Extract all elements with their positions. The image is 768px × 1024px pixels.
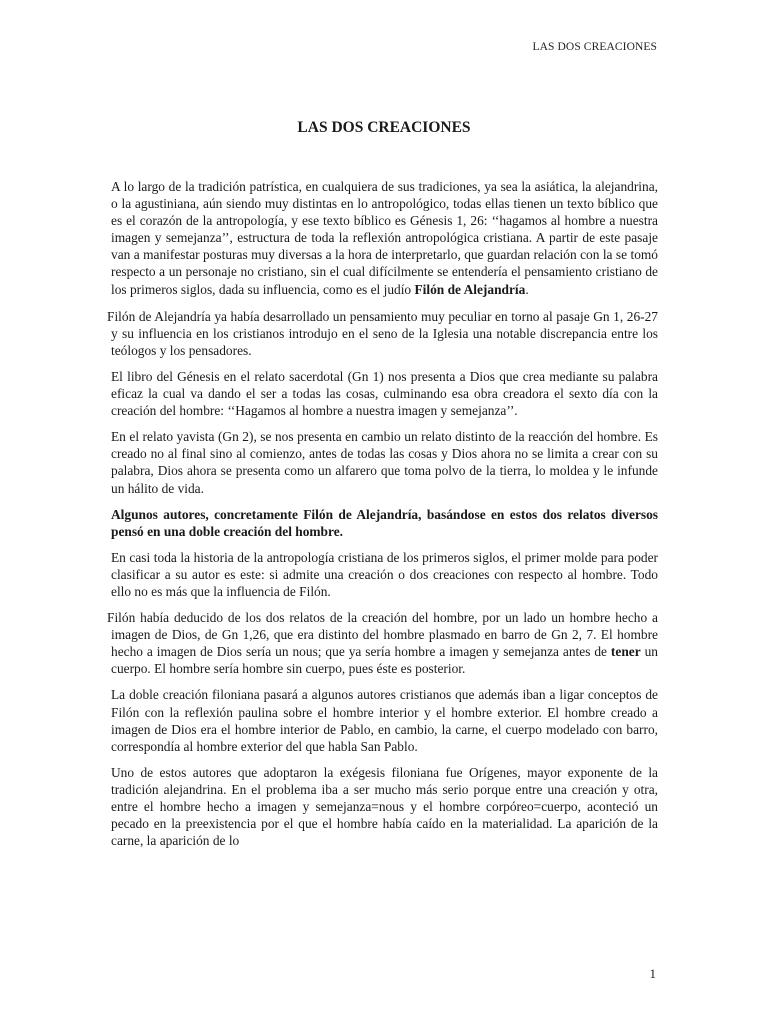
paragraph-1 (111, 178, 658, 298)
paragraph-4: En el relato yavista (Gn 2), se nos presenta en cambio un relato distinto de la reacción del hombre. Es creado no al final sino al comienzo, antes de todas las cosas y Dios ahora no se limita a crear con su palabra, Dios ahora se presenta como un alfarero que toma polvo de la tierra, lo moldea y le infunde un hálito de vida. (111, 429, 658, 496)
paragraph-7-text-b: un cuerpo. El hombre sería hombre sin cuerpo, pues éste es posterior. (111, 644, 658, 677)
paragraph-7 (107, 609, 658, 677)
paragraph-7-bold: tener (610, 644, 641, 660)
paragraph-1-end: . (525, 281, 529, 297)
paragraph-7-text-a: Filón había deducido de los dos relatos de la creación del hombre, por un lado un hombre hecho a imagen de Dios, de Gn 1,26, que era distinto del hombre plasmado en barro de Gn 2, 7. El hombre hecho a imagen de Dios sería un nous; que ya sería hombre a imagen y semejanza antes de (107, 610, 658, 660)
paragraph-5: Algunos autores, concretamente Filón de Alejandría, basándose en estos dos relatos diversos pensó en una doble creación del hombre. (111, 506, 658, 539)
document-title: LAS DOS CREACIONES (297, 119, 471, 136)
running-header: LAS DOS CREACIONES (532, 41, 657, 53)
paragraph-1-bold: Filón de Alejandría (414, 281, 526, 297)
document-body (107, 178, 658, 858)
paragraph-6: En casi toda la historia de la antropología cristiana de los primeros siglos, el primer molde para poder clasificar a su autor es este: si admite una creación o dos creaciones con respecto al hombre. Todo ello no es más que la influencia de Filón. (111, 549, 658, 599)
page-number: 1 (649, 966, 656, 981)
paragraph-2: Filón de Alejandría ya había desarrollado un pensamiento muy peculiar en torno al pasaje Gn 1, 26-27 y su influencia en los cristianos introdujo en el seno de la Iglesia una notable discrepancia entre los teólogos y los pensadores. (107, 308, 658, 358)
paragraph-8: La doble creación filoniana pasará a algunos autores cristianos que además iban a ligar conceptos de Filón con la reflexión paulina sobre el hombre interior y el hombre exterior. El hombre creado a imagen de Dios era el hombre interior de Pablo, en cambio, la carne, el cuerpo modelado con barro, correspondía al hombre exterior del que habla San Pablo. (111, 687, 658, 754)
paragraph-3: El libro del Génesis en el relato sacerdotal (Gn 1) nos presenta a Dios que crea mediante su palabra eficaz la cual va dando el ser a todas las cosas, culminando esa obra creadora el sexto día con la creación del hombre: ‘‘Hagamos al hombre a nuestra imagen y semejanza’’. (111, 368, 658, 419)
paragraph-1-text: A lo largo de la tradición patrística, en cualquiera de sus tradiciones, ya sea la asiática, la alejandrina, o la agustiniana, aún siendo muy distintas en lo antropológico, todas ellas tienen un texto bíblico que es el corazón de la antropología, y ese texto bíblico es Génesis 1, 26: ‘‘hagamos al hombre a nuestra imagen y semejanza’’, estructura de toda la reflexión antropológica cristiana. A partir de este pasaje van a manifestar posturas muy diversas a la hora de interpretarlo, que guardan relación con la se tomó respecto a un personaje no cristiano, sin el cual difícilmente se entendería el pensamiento cristiano de los primeros siglos, dada su influencia, como es el judío (111, 179, 658, 297)
paragraph-9: Uno de estos autores que adoptaron la exégesis filoniana fue Orígenes, mayor exponente de la tradición alejandrina. En el problema iba a ser mucho más serio porque entre una creación y otra, entre el hombre hecho a imagen y semejanza=nous y el hombre corpóreo=cuerpo, aconteció un pecado en la preexistencia por el que el hombre había caído en la materialidad. La aparición de la carne, la aparición de lo (111, 764, 658, 849)
